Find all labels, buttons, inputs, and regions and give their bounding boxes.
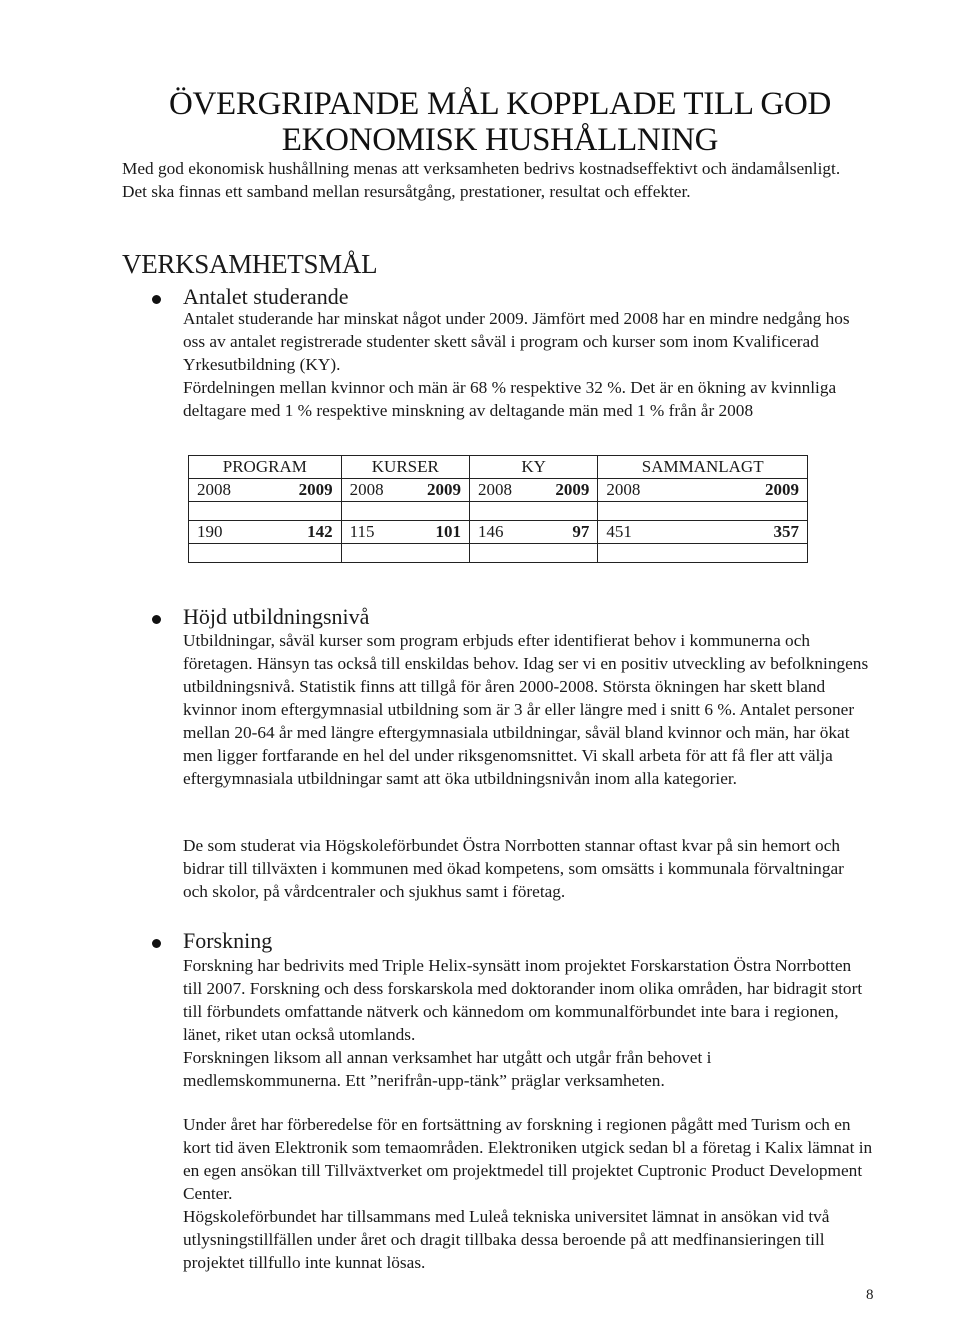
- value-2009: 101: [435, 522, 461, 541]
- bullet-icon: [152, 615, 161, 624]
- year-label: 2009: [298, 480, 333, 499]
- students-heading: Antalet studerande: [183, 284, 349, 309]
- table-header-kurser: KURSER: [341, 456, 469, 479]
- value-2008: 146: [477, 522, 504, 541]
- research-text-2: [183, 1113, 873, 1274]
- value-2008: 115: [349, 522, 375, 541]
- table-year-row: [189, 479, 808, 502]
- section-heading: VERKSAMHETSMÅL: [122, 249, 378, 279]
- value-2009: 142: [307, 522, 333, 541]
- year-label: 2009: [765, 480, 799, 499]
- research-heading: Forskning: [183, 928, 273, 953]
- table-header-program: PROGRAM: [189, 456, 342, 479]
- research-paragraph-4: Högskoleförbundet har tillsammans med Luleå tekniska universitet lämnat in ansökan vid två utlysningstillfällen under året och dragit tillbaka dessa beroende på att medfinansieringen till projektet tillfullo inte kunnat lösas.: [183, 1207, 830, 1272]
- value-2008: 451: [606, 522, 632, 541]
- title-line-1: ÖVERGRIPANDE MÅL KOPPLADE TILL GOD: [168, 86, 832, 122]
- education-paragraph-1: Utbildningar, såväl kurser som program erbjuds efter identifierat behov i kommunerna och företagen. Hänsyn tas också till enskildas behov. Idag ser vi en positiv utveckling av befolkningens utbildningsnivå. Statistik finns att tillgå för åren 2000-2008. Största ökningen har skett bland kvinnor inom eftergymnasial utbildning som är 3 år eller längre med i snitt 6 %. Antalet personer mellan 20-64 år med längre eftergymnasiala utbildningar, såväl bland kvinnor och män, har ökat men ligger fortfarande en hel del under riksgenomsnittet. Vi skall arbeta för att få fler att välja eftergymnasiala utbildningar samt att öka utbildningsnivån inom alla kategorier.: [183, 631, 869, 788]
- year-label: 2008: [349, 480, 384, 499]
- students-paragraph-1: Antalet studerande har minskat något under 2009. Jämfört med 2008 har en mindre nedgång hos oss av antalet registrerade studenter skett såväl i program och kurser som inom Kvalificerad Yrkesutbildning (KY).: [183, 309, 850, 374]
- intro-paragraph: Med god ekonomisk hushållning menas att verksamheten bedrivs kostnadseffektivt och ändamålsenligt. Det ska finnas ett samband mellan resursåtgång, prestationer, resultat och effekter.: [122, 159, 841, 201]
- research-paragraph-2: Forskningen liksom all annan verksamhet har utgått och utgår från behovet i medlemskommunerna. Ett ”nerifrån-upp-tänk” präglar verksamheten.: [183, 1048, 712, 1090]
- year-label: 2009: [426, 480, 461, 499]
- education-paragraph-2: De som studerat via Högskoleförbundet Östra Norrbotten stannar oftast kvar på sin hemort och bidrar till tillväxten i kommunen med ökad kompetens, som omsätts i kommunala förvaltningar och skolor, på vårdcentraler och sjukhus samt i företag.: [183, 836, 844, 901]
- year-label: 2008: [197, 480, 231, 499]
- bullet-icon: [152, 295, 161, 304]
- page-number: 8: [866, 1287, 874, 1303]
- research-paragraph-3: Under året har förberedelse för en fortsättning av forskning i regionen pågått med Turism och en kort tid även Elektronik som temaområden. Elektroniken utgick sedan bl a företag i Kalix lämnat in en egen ansökan till Tillväxtverket om projektmedel till projektet Cuptronic Product Development Center.: [183, 1115, 873, 1203]
- research-text-1: [183, 954, 873, 1092]
- table-header-ky: KY: [469, 456, 597, 479]
- students-paragraph-2: Fördelningen mellan kvinnor och män är 68 % respektive 32 %. Det är en ökning av kvinnliga deltagare med 1 % respektive minskning av deltagande män med 1 % från år 2008: [183, 378, 837, 420]
- table-values-row: [189, 521, 808, 544]
- students-text: [183, 307, 873, 422]
- year-label: 2008: [477, 480, 512, 499]
- year-label: 2008: [606, 480, 641, 499]
- table-spacer-row: [189, 502, 808, 521]
- year-label: 2009: [555, 480, 590, 499]
- table-header-sammanlagt: SAMMANLAGT: [598, 456, 808, 479]
- page-title: [120, 86, 880, 158]
- value-2009: 97: [572, 522, 590, 541]
- table-header-row: [189, 456, 808, 479]
- research-paragraph-1: Forskning har bedrivits med Triple Helix-synsätt inom projektet Forskarstation Östra Norrbotten till 2007. Forskning och dess forskarskola med doktorander inom olika områden, har bidragit stort till förbundets omfattande nätverk och kännedom om kommunalförbundet inte bara i regionen, länet, riket utan också utomlands.: [183, 956, 863, 1044]
- title-line-2: EKONOMISK HUSHÅLLNING: [281, 122, 719, 158]
- education-heading: Höjd utbildningsnivå: [183, 604, 370, 629]
- students-table: [188, 455, 808, 563]
- value-2009: 357: [773, 522, 799, 541]
- bullet-icon: [152, 939, 161, 948]
- table-spacer-row: [189, 544, 808, 563]
- value-2008: 190: [197, 522, 223, 541]
